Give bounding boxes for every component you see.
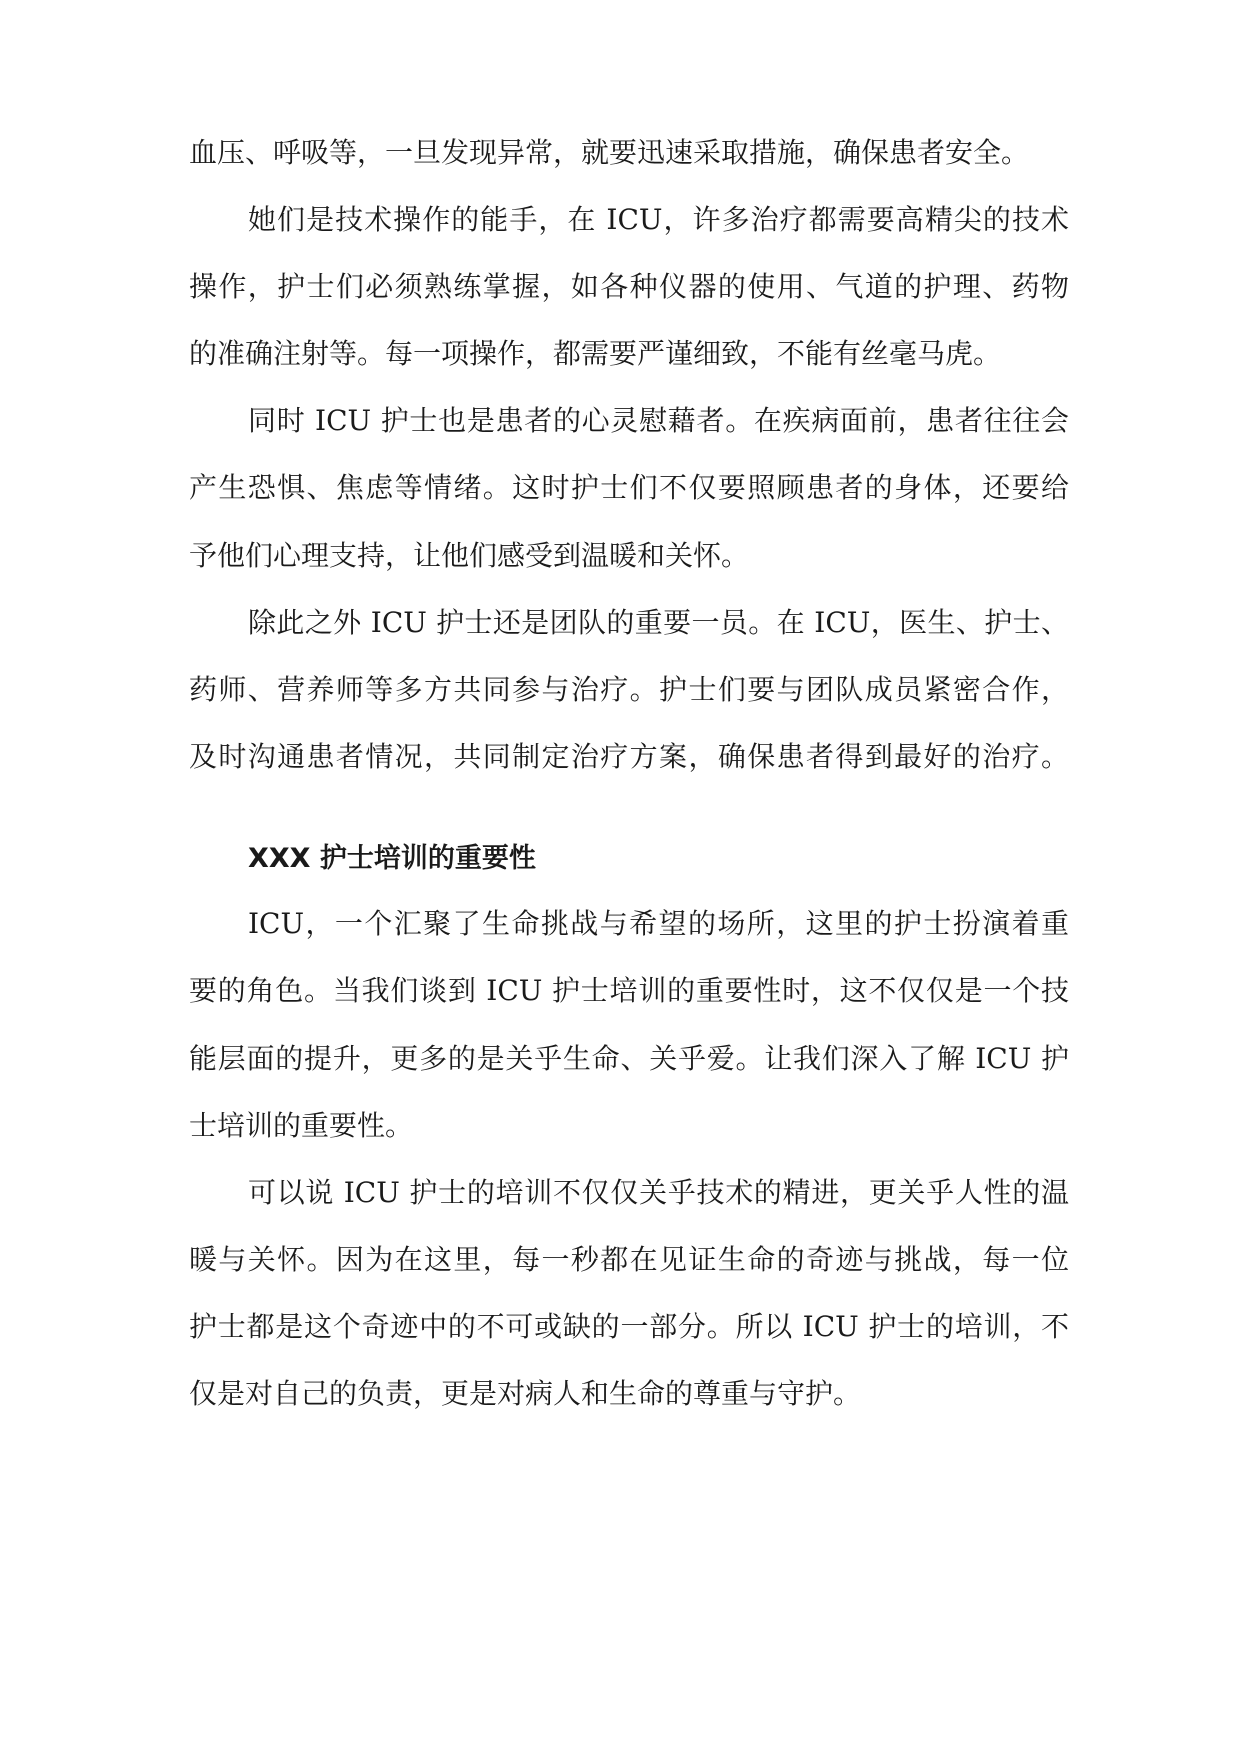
paragraph-line: 血压、呼吸等，一旦发现异常，就要迅速采取措施，确保患者安全。 [189,136,1030,169]
paragraph-line: 予他们心理支持，让他们感受到温暖和关怀。 [189,539,750,572]
paragraph-line: ICU，一个汇聚了生命挑战与希望的场所，这里的护士扮演着重 [248,907,1069,940]
paragraph-line: 可以说 ICU 护士的培训不仅仅关乎技术的精进，更关乎人性的温 [248,1176,1069,1209]
paragraph-line: 士培训的重要性。 [189,1109,414,1142]
paragraph-line: 要的角色。当我们谈到 ICU 护士培训的重要性时，这不仅仅是一个技 [189,974,1069,1007]
paragraph-line: 操作，护士们必须熟练掌握，如各种仪器的使用、气道的护理、药物 [189,270,1069,303]
paragraph-line: 护士都是这个奇迹中的不可或缺的一部分。所以 ICU 护士的培训，不 [189,1310,1069,1343]
paragraph-line: 仅是对自己的负责，更是对病人和生命的尊重与守护。 [189,1377,862,1410]
paragraph-line: 及时沟通患者情况，共同制定治疗方案，确保患者得到最好的治疗。 [189,740,1069,773]
section-heading: XXX 护士培训的重要性 [248,843,536,874]
paragraph-line: 同时 ICU 护士也是患者的心灵慰藉者。在疾病面前，患者往往会 [248,404,1069,437]
paragraph-line: 她们是技术操作的能手，在 ICU，许多治疗都需要高精尖的技术 [248,203,1069,236]
paragraph-line: 能层面的提升，更多的是关乎生命、关乎爱。让我们深入了解 ICU 护 [189,1042,1069,1075]
paragraph-line: 产生恐惧、焦虑等情绪。这时护士们不仅要照顾患者的身体，还要给 [189,471,1069,504]
paragraph-line: 暖与关怀。因为在这里，每一秒都在见证生命的奇迹与挑战，每一位 [189,1243,1069,1276]
paragraph-line: 的准确注射等。每一项操作，都需要严谨细致，不能有丝毫马虎。 [189,337,1002,370]
paragraph-line: 除此之外 ICU 护士还是团队的重要一员。在 ICU，医生、护士、 [248,606,1069,639]
paragraph-line: 药师、营养师等多方共同参与治疗。护士们要与团队成员紧密合作， [189,673,1069,706]
